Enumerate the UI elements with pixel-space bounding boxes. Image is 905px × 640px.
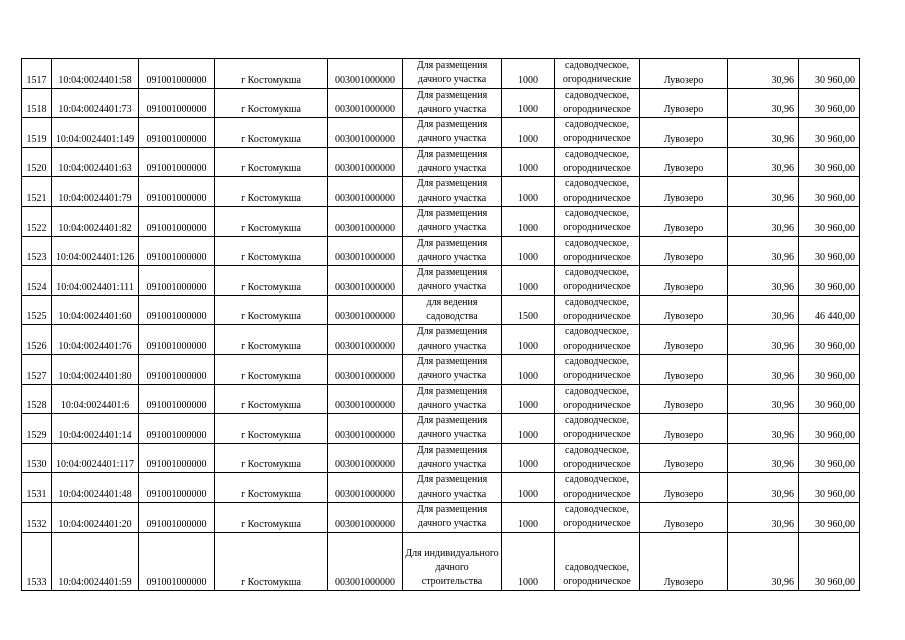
land-purpose: Для размещения дачного участка [403, 414, 502, 444]
table-row [22, 177, 860, 207]
location-name: Лувозеро [640, 414, 728, 444]
oktmo-code: 091001000000 [139, 325, 215, 355]
table-body [22, 59, 860, 591]
row-number: 1519 [22, 118, 52, 148]
city-name: г Костомукша [215, 414, 328, 444]
land-category: садоводческое, огородническое [555, 206, 640, 236]
total-value: 30 960,00 [799, 147, 860, 177]
row-number: 1527 [22, 354, 52, 384]
total-value: 30 960,00 [799, 414, 860, 444]
zone-code: 003001000000 [328, 295, 403, 325]
table-row [22, 473, 860, 503]
table-row [22, 443, 860, 473]
location-name: Лувозеро [640, 502, 728, 532]
land-category: садоводческое, огородническое [555, 384, 640, 414]
rate-value: 30,96 [728, 384, 799, 414]
zone-code: 003001000000 [328, 236, 403, 266]
city-name: г Костомукша [215, 206, 328, 236]
total-value: 46 440,00 [799, 295, 860, 325]
land-purpose: Для размещения дачного участка [403, 502, 502, 532]
zone-code: 003001000000 [328, 59, 403, 89]
area-value: 1000 [502, 502, 555, 532]
land-category: садоводческое, огородническое [555, 414, 640, 444]
land-category: садоводческое, огороднические [555, 59, 640, 89]
rate-value: 30,96 [728, 88, 799, 118]
land-category: садоводческое, огородническое [555, 502, 640, 532]
land-category: садоводческое, огородническое [555, 147, 640, 177]
rate-value: 30,96 [728, 236, 799, 266]
row-number: 1520 [22, 147, 52, 177]
cadastral-number: 10:04:0024401:73 [52, 88, 139, 118]
area-value: 1000 [502, 325, 555, 355]
land-purpose: Для размещения дачного участка [403, 443, 502, 473]
rate-value: 30,96 [728, 473, 799, 503]
oktmo-code: 091001000000 [139, 384, 215, 414]
location-name: Лувозеро [640, 443, 728, 473]
city-name: г Костомукша [215, 354, 328, 384]
zone-code: 003001000000 [328, 325, 403, 355]
oktmo-code: 091001000000 [139, 502, 215, 532]
cadastral-number: 10:04:0024401:63 [52, 147, 139, 177]
location-name: Лувозеро [640, 206, 728, 236]
rate-value: 30,96 [728, 325, 799, 355]
oktmo-code: 091001000000 [139, 354, 215, 384]
area-value: 1000 [502, 88, 555, 118]
table-row [22, 266, 860, 296]
city-name: г Костомукша [215, 325, 328, 355]
total-value: 30 960,00 [799, 384, 860, 414]
land-purpose: Для размещения дачного участка [403, 59, 502, 89]
total-value: 30 960,00 [799, 354, 860, 384]
land-category: садоводческое, огородническое [555, 295, 640, 325]
total-value: 30 960,00 [799, 118, 860, 148]
zone-code: 003001000000 [328, 354, 403, 384]
cadastral-number: 10:04:0024401:60 [52, 295, 139, 325]
oktmo-code: 091001000000 [139, 295, 215, 325]
rate-value: 30,96 [728, 295, 799, 325]
land-purpose: Для размещения дачного участка [403, 206, 502, 236]
land-purpose: Для размещения дачного участка [403, 147, 502, 177]
table-row [22, 206, 860, 236]
row-number: 1526 [22, 325, 52, 355]
location-name: Лувозеро [640, 236, 728, 266]
zone-code: 003001000000 [328, 384, 403, 414]
cadastral-number: 10:04:0024401:80 [52, 354, 139, 384]
oktmo-code: 091001000000 [139, 177, 215, 207]
zone-code: 003001000000 [328, 177, 403, 207]
oktmo-code: 091001000000 [139, 532, 215, 590]
cadastral-number: 10:04:0024401:117 [52, 443, 139, 473]
rate-value: 30,96 [728, 206, 799, 236]
total-value: 30 960,00 [799, 325, 860, 355]
land-category: садоводческое, огородническое [555, 473, 640, 503]
land-category: садоводческое, огородническое [555, 443, 640, 473]
total-value: 30 960,00 [799, 502, 860, 532]
table-row [22, 532, 860, 590]
land-purpose: Для размещения дачного участка [403, 266, 502, 296]
city-name: г Костомукша [215, 473, 328, 503]
table-row [22, 59, 860, 89]
total-value: 30 960,00 [799, 59, 860, 89]
rate-value: 30,96 [728, 414, 799, 444]
cadastral-number: 10:04:0024401:6 [52, 384, 139, 414]
oktmo-code: 091001000000 [139, 473, 215, 503]
oktmo-code: 091001000000 [139, 88, 215, 118]
table-row [22, 236, 860, 266]
location-name: Лувозеро [640, 473, 728, 503]
cadastral-number: 10:04:0024401:59 [52, 532, 139, 590]
rate-value: 30,96 [728, 118, 799, 148]
area-value: 1000 [502, 118, 555, 148]
cadastral-number: 10:04:0024401:149 [52, 118, 139, 148]
rate-value: 30,96 [728, 177, 799, 207]
land-purpose: Для индивидуального дачного строительства [403, 532, 502, 590]
city-name: г Костомукша [215, 266, 328, 296]
zone-code: 003001000000 [328, 532, 403, 590]
land-purpose: Для размещения дачного участка [403, 177, 502, 207]
location-name: Лувозеро [640, 354, 728, 384]
oktmo-code: 091001000000 [139, 147, 215, 177]
city-name: г Костомукша [215, 236, 328, 266]
rate-value: 30,96 [728, 266, 799, 296]
total-value: 30 960,00 [799, 206, 860, 236]
zone-code: 003001000000 [328, 88, 403, 118]
rate-value: 30,96 [728, 502, 799, 532]
city-name: г Костомукша [215, 147, 328, 177]
rate-value: 30,96 [728, 59, 799, 89]
city-name: г Костомукша [215, 502, 328, 532]
row-number: 1521 [22, 177, 52, 207]
row-number: 1533 [22, 532, 52, 590]
location-name: Лувозеро [640, 118, 728, 148]
row-number: 1528 [22, 384, 52, 414]
location-name: Лувозеро [640, 384, 728, 414]
area-value: 1000 [502, 532, 555, 590]
land-purpose: Для размещения дачного участка [403, 236, 502, 266]
location-name: Лувозеро [640, 325, 728, 355]
cadastral-number: 10:04:0024401:111 [52, 266, 139, 296]
cadastral-number: 10:04:0024401:76 [52, 325, 139, 355]
row-number: 1517 [22, 59, 52, 89]
oktmo-code: 091001000000 [139, 236, 215, 266]
table-row [22, 88, 860, 118]
total-value: 30 960,00 [799, 473, 860, 503]
cadastral-number: 10:04:0024401:58 [52, 59, 139, 89]
city-name: г Костомукша [215, 59, 328, 89]
row-number: 1518 [22, 88, 52, 118]
land-purpose: для ведения садоводства [403, 295, 502, 325]
row-number: 1523 [22, 236, 52, 266]
zone-code: 003001000000 [328, 266, 403, 296]
oktmo-code: 091001000000 [139, 59, 215, 89]
city-name: г Костомукша [215, 295, 328, 325]
land-parcel-table [21, 58, 860, 591]
city-name: г Костомукша [215, 532, 328, 590]
city-name: г Костомукша [215, 177, 328, 207]
land-purpose: Для размещения дачного участка [403, 354, 502, 384]
oktmo-code: 091001000000 [139, 414, 215, 444]
table-row [22, 414, 860, 444]
row-number: 1530 [22, 443, 52, 473]
area-value: 1000 [502, 59, 555, 89]
total-value: 30 960,00 [799, 443, 860, 473]
city-name: г Костомукша [215, 443, 328, 473]
oktmo-code: 091001000000 [139, 118, 215, 148]
area-value: 1000 [502, 147, 555, 177]
location-name: Лувозеро [640, 266, 728, 296]
land-category: садоводческое, огородническое [555, 354, 640, 384]
row-number: 1531 [22, 473, 52, 503]
area-value: 1000 [502, 266, 555, 296]
table-row [22, 325, 860, 355]
land-category: садоводческое, огородническое [555, 236, 640, 266]
zone-code: 003001000000 [328, 414, 403, 444]
location-name: Лувозеро [640, 532, 728, 590]
area-value: 1000 [502, 384, 555, 414]
land-purpose: Для размещения дачного участка [403, 88, 502, 118]
total-value: 30 960,00 [799, 236, 860, 266]
location-name: Лувозеро [640, 295, 728, 325]
zone-code: 003001000000 [328, 118, 403, 148]
total-value: 30 960,00 [799, 532, 860, 590]
location-name: Лувозеро [640, 88, 728, 118]
table-row [22, 502, 860, 532]
rate-value: 30,96 [728, 532, 799, 590]
rate-value: 30,96 [728, 147, 799, 177]
zone-code: 003001000000 [328, 473, 403, 503]
location-name: Лувозеро [640, 177, 728, 207]
area-value: 1000 [502, 414, 555, 444]
cadastral-number: 10:04:0024401:14 [52, 414, 139, 444]
total-value: 30 960,00 [799, 177, 860, 207]
land-purpose: Для размещения дачного участка [403, 473, 502, 503]
cadastral-number: 10:04:0024401:126 [52, 236, 139, 266]
zone-code: 003001000000 [328, 147, 403, 177]
area-value: 1000 [502, 206, 555, 236]
zone-code: 003001000000 [328, 502, 403, 532]
area-value: 1000 [502, 473, 555, 503]
row-number: 1529 [22, 414, 52, 444]
total-value: 30 960,00 [799, 88, 860, 118]
city-name: г Костомукша [215, 118, 328, 148]
cadastral-number: 10:04:0024401:79 [52, 177, 139, 207]
land-category: садоводческое, огородническое [555, 325, 640, 355]
land-purpose: Для размещения дачного участка [403, 384, 502, 414]
area-value: 1000 [502, 443, 555, 473]
row-number: 1524 [22, 266, 52, 296]
city-name: г Костомукша [215, 384, 328, 414]
table-row [22, 147, 860, 177]
area-value: 1000 [502, 354, 555, 384]
oktmo-code: 091001000000 [139, 266, 215, 296]
area-value: 1000 [502, 236, 555, 266]
location-name: Лувозеро [640, 59, 728, 89]
row-number: 1532 [22, 502, 52, 532]
oktmo-code: 091001000000 [139, 206, 215, 236]
land-purpose: Для размещения дачного участка [403, 325, 502, 355]
land-category: садоводческое, огородническое [555, 118, 640, 148]
land-purpose: Для размещения дачного участка [403, 118, 502, 148]
table-row [22, 118, 860, 148]
location-name: Лувозеро [640, 147, 728, 177]
table-row [22, 354, 860, 384]
table-row [22, 384, 860, 414]
total-value: 30 960,00 [799, 266, 860, 296]
row-number: 1525 [22, 295, 52, 325]
land-category: садоводческое, огородническое [555, 266, 640, 296]
cadastral-number: 10:04:0024401:20 [52, 502, 139, 532]
cadastral-number: 10:04:0024401:48 [52, 473, 139, 503]
oktmo-code: 091001000000 [139, 443, 215, 473]
area-value: 1500 [502, 295, 555, 325]
land-category: садоводческое, огородническое [555, 177, 640, 207]
table-row [22, 295, 860, 325]
zone-code: 003001000000 [328, 443, 403, 473]
rate-value: 30,96 [728, 354, 799, 384]
city-name: г Костомукша [215, 88, 328, 118]
rate-value: 30,96 [728, 443, 799, 473]
zone-code: 003001000000 [328, 206, 403, 236]
row-number: 1522 [22, 206, 52, 236]
land-category: садоводческое, огородническое [555, 532, 640, 590]
cadastral-number: 10:04:0024401:82 [52, 206, 139, 236]
land-category: садоводческое, огородническое [555, 88, 640, 118]
area-value: 1000 [502, 177, 555, 207]
